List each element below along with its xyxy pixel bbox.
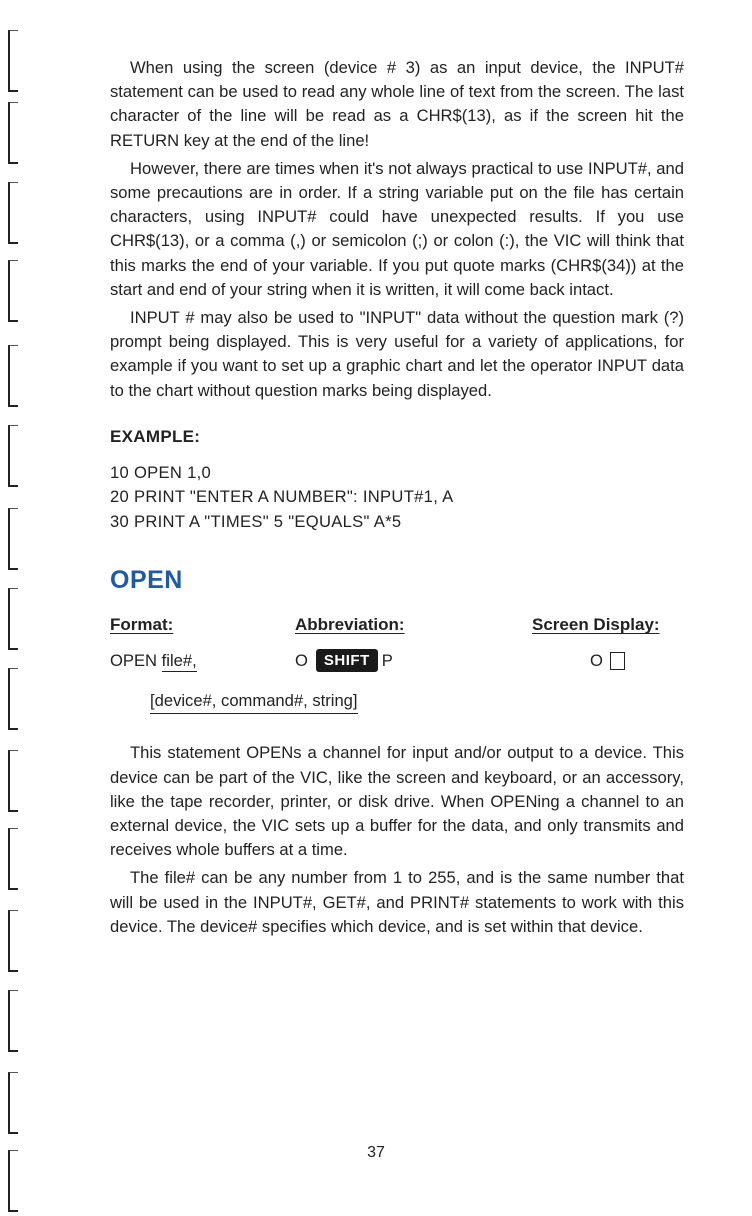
screen-display-char: O: [590, 651, 603, 671]
intro-paragraph: When using the screen (device # 3) as an input device, the INPUT# statement can be used to read any whole line of text from the screen. The last character of the line will be read as a CHR$(13), as if the screen hit the RETURN key at the end of the line!: [110, 58, 684, 150]
abbreviation-label: Abbreviation:: [295, 615, 405, 635]
binding-marks: [0, 0, 30, 1216]
format-label: Format:: [110, 615, 174, 635]
page-number: 37: [367, 1144, 385, 1161]
code-line: 20 PRINT "ENTER A NUMBER": INPUT#1, A: [110, 487, 454, 507]
format-syntax: [110, 651, 197, 671]
intro-paragraph: INPUT # may also be used to "INPUT" data without the question mark (?) prompt being displayed. This is very useful for a variety of applications, for example if you want to set up a graphic chart and let the operator INPUT data to the chart without question marks being displayed.: [110, 308, 684, 400]
binding-mark: [8, 508, 18, 570]
binding-mark: [8, 345, 18, 407]
body-paragraph: This statement OPENs a channel for input and/or output to a device. This device can be part of the VIC, like the screen and keyboard, or an accessory, like the tape recorder, printer, or disk drive. When OPENing a channel to an external device, the VIC sets up a buffer for the data, and only transmits and receives whole buffers at a time.: [110, 743, 684, 860]
screen-display: [590, 651, 625, 671]
format-param: file#,: [161, 651, 197, 671]
section-title: OPEN: [110, 566, 183, 595]
abbreviation: [295, 649, 393, 672]
code-line: 30 PRINT A "TIMES" 5 "EQUALS" A*5: [110, 511, 402, 531]
screen-display-label: Screen Display:: [532, 615, 660, 635]
page-content: [110, 56, 684, 939]
box-glyph-icon: [610, 652, 625, 670]
format-args: [110, 691, 684, 711]
binding-mark: [8, 588, 18, 650]
example-title: EXAMPLE:: [110, 426, 201, 446]
binding-mark: [8, 30, 18, 92]
format-header-row: [110, 615, 684, 649]
format-values-row: [110, 649, 684, 689]
binding-mark: [8, 182, 18, 244]
binding-mark: [8, 102, 18, 164]
binding-mark: [8, 910, 18, 972]
binding-mark: [8, 668, 18, 730]
binding-mark: [8, 990, 18, 1052]
intro-paragraph: However, there are times when it's not always practical to use INPUT#, and some precautions are in order. If a string variable put on the file has certain characters, using INPUT# could have unexpected results. If you use CHR$(13), or a comma (,) or semicolon (;) or colon (:), the VIC will think that this marks the end of your variable. If you put quote marks (CHR$(34)) at the start and end of your string when it is written, it will come back intact.: [110, 158, 684, 299]
binding-mark: [8, 750, 18, 812]
binding-mark: [8, 828, 18, 890]
body-paragraph: The file# can be any number from 1 to 255, and is the same number that will be used in the INPUT#, GET#, and PRINT# statements to work with this device. The device# specifies which device, and is set within that device.: [110, 868, 684, 936]
shift-key-icon: SHIFT: [316, 649, 378, 672]
format-args-text: [device#, command#, string]: [150, 691, 358, 714]
abbr-first-key: O: [295, 650, 308, 670]
format-command: OPEN: [110, 651, 162, 671]
binding-mark: [8, 425, 18, 487]
binding-mark: [8, 1072, 18, 1134]
binding-mark: [8, 260, 18, 322]
abbr-last-key: P: [381, 650, 393, 670]
code-example: [110, 461, 684, 535]
code-line: 10 OPEN 1,0: [110, 462, 212, 482]
